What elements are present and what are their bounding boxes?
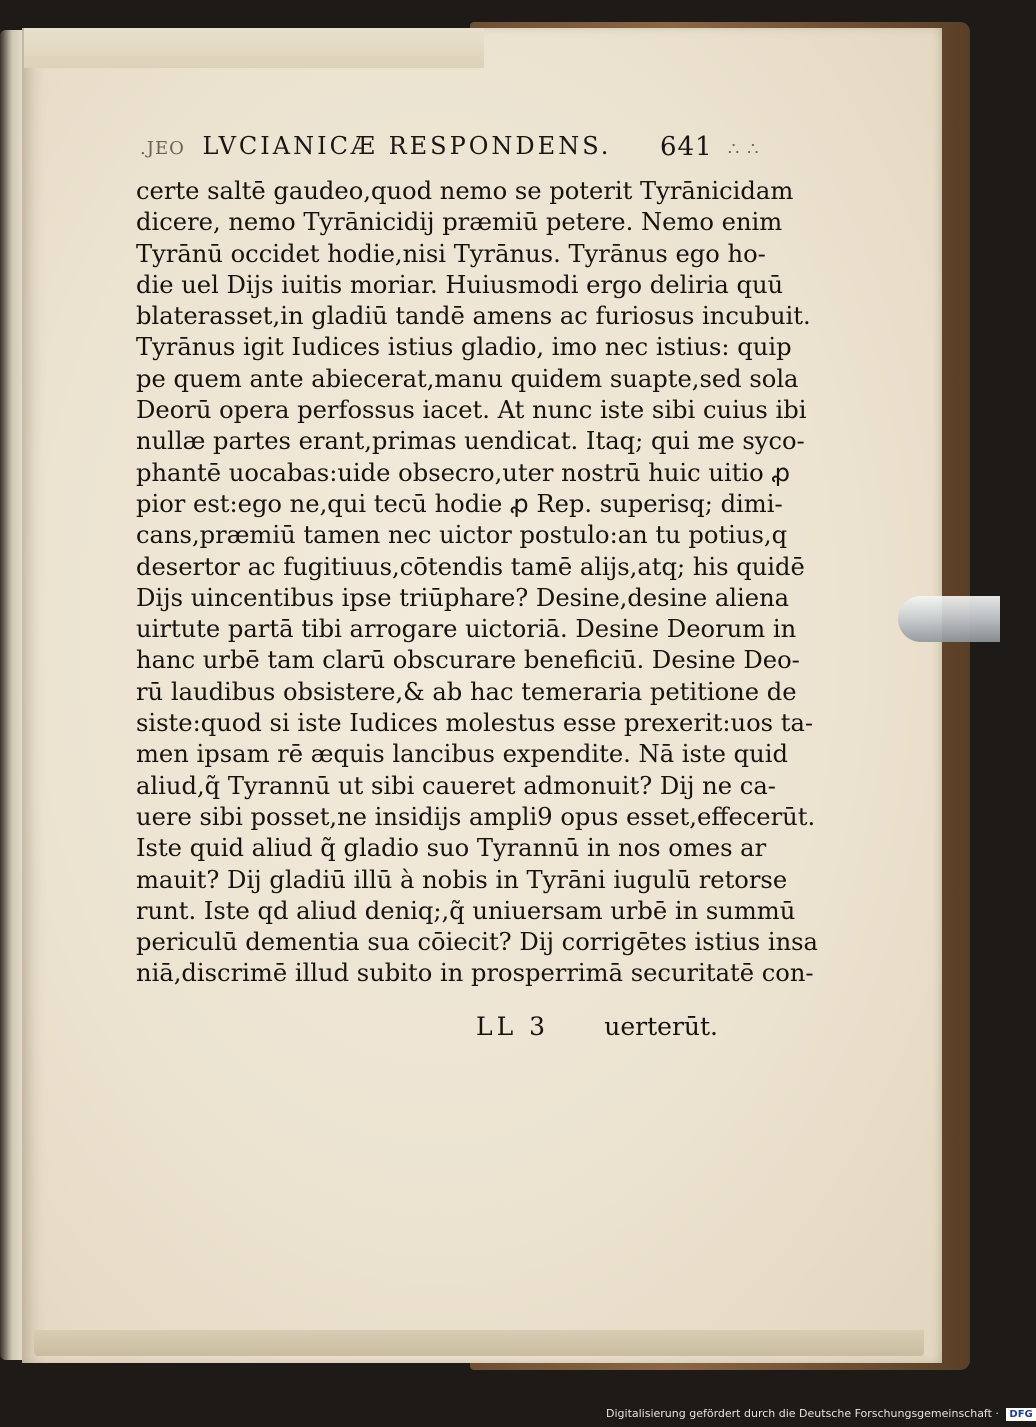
signature-mark: LL 3 xyxy=(476,1012,550,1041)
text-line: mauit? Dij gladiū illū à nobis in Tyrāni iugulū retorse xyxy=(136,865,788,894)
text-line: pe quem ante abiecerat,manu quidem suapte,sed sola xyxy=(136,364,799,393)
digitization-credit xyxy=(606,1407,1033,1425)
text-line: phantē uocabas:uide obsecro,uter nostrū huic uitio ꝓ xyxy=(136,458,791,487)
text-line: Dijs uincentibus ipse triūphare? Desine,desine aliena xyxy=(136,583,790,612)
text-line: blaterasset,in gladiū tandē amens ac furiosus incubuit. xyxy=(136,302,811,331)
running-title: LVCIANICÆ RESPONDENS. xyxy=(202,132,612,160)
text-line: men ipsam rē æquis lancibus expendite. Nā iste quid xyxy=(136,740,788,769)
text-line: dicere, nemo Tyrānicidij præmiū petere. Nemo enim xyxy=(136,208,783,237)
text-line: pior est:ego ne,qui tecū hodie ꝓ Rep. superisq; dimi- xyxy=(136,489,783,518)
text-line: desertor ac fugitiuus,cōtendis tamē alijs,atq; his quidē xyxy=(136,552,805,581)
text-line: siste:quod si iste Iudices molestus esse prexerit:uos ta- xyxy=(136,709,814,738)
body-text xyxy=(136,176,818,990)
text-line: cans,præmiū tamen nec uictor postulo:an tu potius,q xyxy=(136,521,788,550)
header-right-ornament: ∴ ∴ xyxy=(727,139,760,160)
text-line: rū laudibus obsistere,& ab hac temeraria petitione de xyxy=(136,677,797,706)
text-line: uirtute partā tibi arrogare uictoriā. Desine Deorum in xyxy=(136,615,797,644)
page-number xyxy=(660,132,760,162)
page-top-strip xyxy=(24,28,484,68)
page-footer-line xyxy=(136,1012,718,1046)
credit-text: Digitalisierung gefördert durch die Deutsche Forschungsgemeinschaft · xyxy=(606,1407,999,1420)
text-line: Tyrānū occidet hodie,nisi Tyrānus. Tyrānus ego ho- xyxy=(136,239,766,268)
text-line: die uel Dijs iuitis moriar. Huiusmodi ergo deliria quū xyxy=(136,270,784,299)
running-header xyxy=(140,132,780,166)
text-line: runt. Iste qd aliud deniq;,q̃ uniuersam urbē in summū xyxy=(136,896,796,925)
text-line: nullæ partes erant,primas uendicat. Itaq; qui me syco- xyxy=(136,427,805,456)
page-bottom-edge xyxy=(34,1330,924,1356)
text-line: certe saltē gaudeo,quod nemo se poterit Tyrānicidam xyxy=(136,177,794,205)
text-line: periculū dementia sua cōiecit? Dij corrigētes istius insa xyxy=(136,928,818,957)
text-line: Tyrānus igit Iudices istius gladio, imo nec istius: quip xyxy=(136,333,792,362)
page-number-value: 641 xyxy=(660,132,713,162)
text-line: hanc urbē tam clarū obscurare beneficiū. Desine Deo- xyxy=(136,646,800,675)
page-holder-clip xyxy=(898,596,1000,642)
text-line: Deorū opera perfossus iacet. At nunc iste sibi cuius ibi xyxy=(136,396,807,425)
text-line: niā,discrimē illud subito in prosperrimā securitatē con- xyxy=(136,959,814,988)
header-left-ornament: .JEO xyxy=(140,138,185,159)
text-line: Iste quid aliud q̃ gladio suo Tyrannū in nos omes ar xyxy=(136,834,767,863)
dfg-logo: DFG xyxy=(1006,1408,1035,1421)
catchword: uerterūt. xyxy=(604,1012,718,1041)
text-line: aliud,q̃ Tyrannū ut sibi caueret admonuit? Dij ne ca- xyxy=(136,771,776,800)
text-line: uere sibi posset,ne insidijs ampli9 opus esset,effecerūt. xyxy=(136,802,816,831)
